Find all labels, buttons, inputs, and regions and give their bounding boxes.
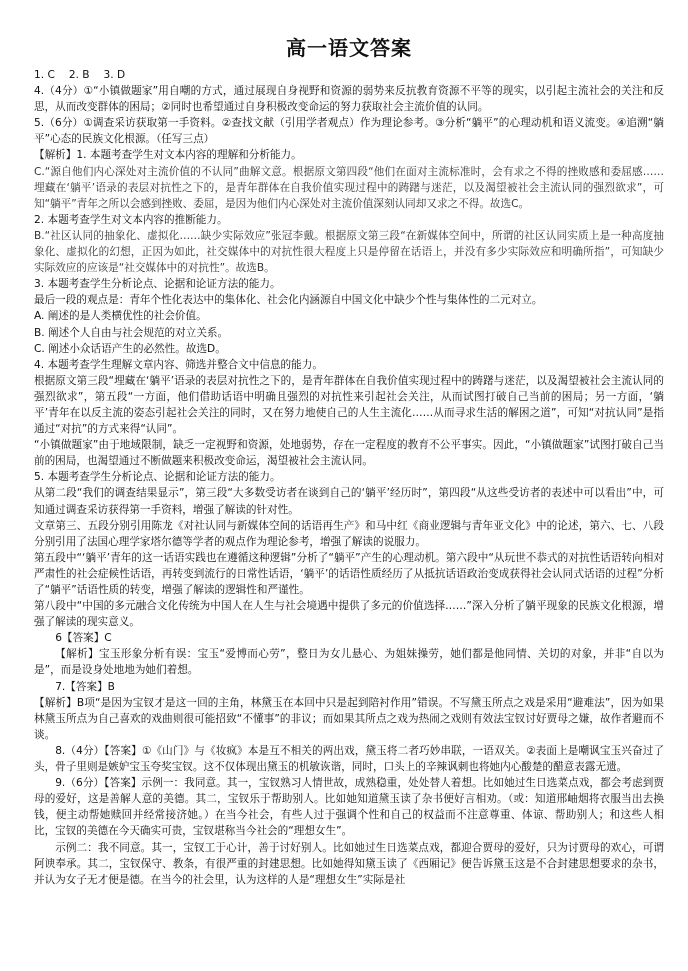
- analysis-3-text: 最后一段的观点是：青年个性化表达中的集体化、社会化内涵源自中国文化中缺少个性与集体性的二元对立。: [34, 294, 543, 307]
- analysis-1-text: C.“源自他们内心深处对主流价值的不认同”曲解文意。根据原文第四段“他们在面对主流标准时，会有求之不得的挫败感和委屈感……埋藏在‘躺平’语录的表层对抗性之下的，是青年群体在自我价值实现过程中的踌躇与迷茫，以及渴望被社会主流认同的强烈欲求”，可知“躺平”青年之所以会感到挫败、委屈，是因为他们内心深处对主流价值深刻认同却又求之不得。故选C。: [34, 165, 664, 210]
- answer-8: 8.（4分）【答案】①《山门》与《妆疯》本是互不相关的两出戏，黛玉将二者巧妙串联，一语双关。②表面上是嘲讽宝玉兴奋过了头，骨子里则是嫉妒宝玉夸奖宝钗。这不仅体现出黛玉的机敏诙谐，同时，口头上的辛辣讽刺也将她内心酸楚的醋意表露无遗。: [34, 744, 664, 774]
- answer-line-1-3: 1. C 2. B 3. D: [34, 69, 126, 81]
- option-c: C. 阐述小众话语产生的必然性。故选D。: [34, 342, 226, 355]
- answer-6: 6【答案】C: [55, 632, 112, 645]
- analysis-7: 【解析】B项“是因为宝钗才是这一回的主角，林黛玉在本回中只是起到陪衬作用”错误。不写黛玉所点之戏是采用“避难法”，因为如果林黛玉所点为自己喜欢的戏曲则很可能招致“不懂事”的非议；而如果其所点之戏为热闹之戏则有效法宝钗讨好贾母之嫌，故作者避而不谈。: [34, 696, 664, 741]
- analysis-6: 【解析】宝玉形象分析有误：宝玉“爱博而心劳”，整日为女儿悬心、为姐妹操劳，她们都是他同情、关切的对象，并非“自以为是”，而是设身处地地为她们着想。: [34, 648, 664, 677]
- analysis-4-text-2: “小镇做题家”由于地域限制，缺乏一定视野和资源，处地弱势，存在一定程度的教育不公平事实。因此，“小镇做题家”试图打破自己当前的困局，也渴望通过不断做题来积极改变命运，渴望被社会主流认同。: [34, 439, 664, 468]
- analysis-heading-2: 2. 本题考查学生对文本内容的推断能力。: [34, 213, 228, 226]
- analysis-heading-5: 5. 本题考查学生分析论点、论据和论证方法的能力。: [34, 471, 281, 484]
- answer-9: 9.（6分）【答案】示例一：我同意。其一，宝钗熟习人情世故，成熟稳重，处处替人着想。比如她过生日选菜点戏，都会考虑到贾母的爱好，这是善解人意的美德。其二，宝钗乐于帮助别人。比如她知道黛玉读了杂书便好言相劝。（或：知道邢岫烟将衣服当出去换钱，便主动帮她赎回并经常接济她。）在当今社会，有些人过于强调个性和自己的权益而不注意尊重、体谅、帮助别人；和这些人相比，宝钗的美德在今天确实可贵，宝钗堪称当今社会的“理想女生”。: [34, 777, 664, 838]
- analysis-heading-1: 【解析】1. 本题考查学生对文本内容的理解和分析能力。: [34, 149, 302, 162]
- answer-5: 5.（6分）①调查采访获取第一手资料。②查找文献（引用学者观点）作为理论参考。③分析“躺平”的心理动机和语义流变。④追溯“躺平”心态的民族文化根源。（任写三点）: [34, 117, 664, 146]
- answer-7: 7.【答案】B: [55, 680, 115, 693]
- option-b: B. 阐述个人自由与社会规范的对立关系。: [34, 326, 229, 339]
- analysis-5-text-2: 文章第三、五段分别引用陈龙《对社认同与新媒体空间的话语再生产》和马中红《商业逻辑与青年亚文化》中的论述，第六、七、八段分别引用了法国心理学家塔尔德等学者的观点作为理论参考，增强了解读的说服力。: [34, 519, 664, 548]
- answer-4: 4.（4分）①“小镇做题家”用自嘲的方式，通过展现自身视野和资源的弱势来反抗教育资源不平等的现实，以引起主流社会的关注和反思，从而改变群体的困局；②同时也希望通过自身积极改变命运的努力获取社会主流价值的认同。: [34, 85, 664, 114]
- answer-9-example-2: 示例二：我不同意。其一，宝钗工于心计，善于讨好别人。比如她过生日选菜点戏，都迎合贾母的爱好，只为讨贾母的欢心，可谓阿谀奉承。其二，宝钗保守、教条，有很严重的封建思想。比如她得知黛玉读了《西厢记》便告诉黛玉这是不合封建思想要求的杂书，并认为女子无才便是德。在当今的社会里，认为这样的人是“理想女生”实际是社: [34, 841, 664, 886]
- analysis-4-text: 根据原文第三段“埋藏在‘躺平’语录的表层对抗性之下的，是青年群体在自我价值实现过程中的踌躇与迷茫，以及渴望被社会主流认同的强烈欲求”，第五段“一方面，他们借助话语中明确且强烈的对抗性来引起社会关注，从而试图打破自己当前的困局；另一方面，‘躺平’青年在以反主流的姿态引起社会关注的同时，又在努力地使自己的人生主流化……从而寻求生活的解困之道”，可知“对抗认同”是指通过“对抗”的方式来得“认同”。: [34, 374, 664, 436]
- analysis-heading-4: 4. 本题考查学生理解文章内容、筛选并整合文中信息的能力。: [34, 358, 323, 371]
- analysis-5-text-4: 第八段中“中国的多元融合文化传统为中国人在人生与社会境遇中提供了多元的价值选择……”深入分析了躺平现象的民族文化根源，增强了解读的现实意义。: [34, 600, 664, 629]
- analysis-5-text-3: 第五段中“‘躺平’青年的这一话语实践也在遵循这种逻辑”分析了“躺平”产生的心理动机。第六段中“从玩世不恭式的对抗性话语转向相对严肃性的社会症候性话语，再转变到流行的日常性话语，‘躺平’的话语性质经历了从抵抗话语政治变成获得社会认同式话语的过程”分析了“躺平”话语性质的转变，增强了解读的逻辑性和严谨性。: [34, 551, 664, 596]
- page-title: 高一语文答案: [286, 36, 412, 60]
- analysis-2-text: B.“社区认同的抽象化、虚拟化……缺少实际效应”张冠李戴。根据原文第三段“在新媒体空间中，所谓的社区认同实质上是一种高度抽象化、虚拟化的幻想，正因为如此，社交媒体中的对抗性很大程度上只是停留在话语上，并没有多少实际效应和明确所指”，可知缺少实际效应的应该是“社交媒体中的对抗性”。故选B。: [34, 229, 664, 275]
- analysis-5-text-1: 从第二段“我们的调查结果显示”，第三段“大多数受访者在谈到自己的‘躺平’经历时”，第四段“从这些受访者的表述中可以看出”中，可知通过调查采访获得第一手资料，增强了解读的针对性。: [34, 487, 664, 516]
- option-a: A. 阐述的是人类横优性的社会价值。: [34, 310, 207, 323]
- analysis-heading-3: 3. 本题考查学生分析论点、论据和论证方法的能力。: [34, 278, 281, 291]
